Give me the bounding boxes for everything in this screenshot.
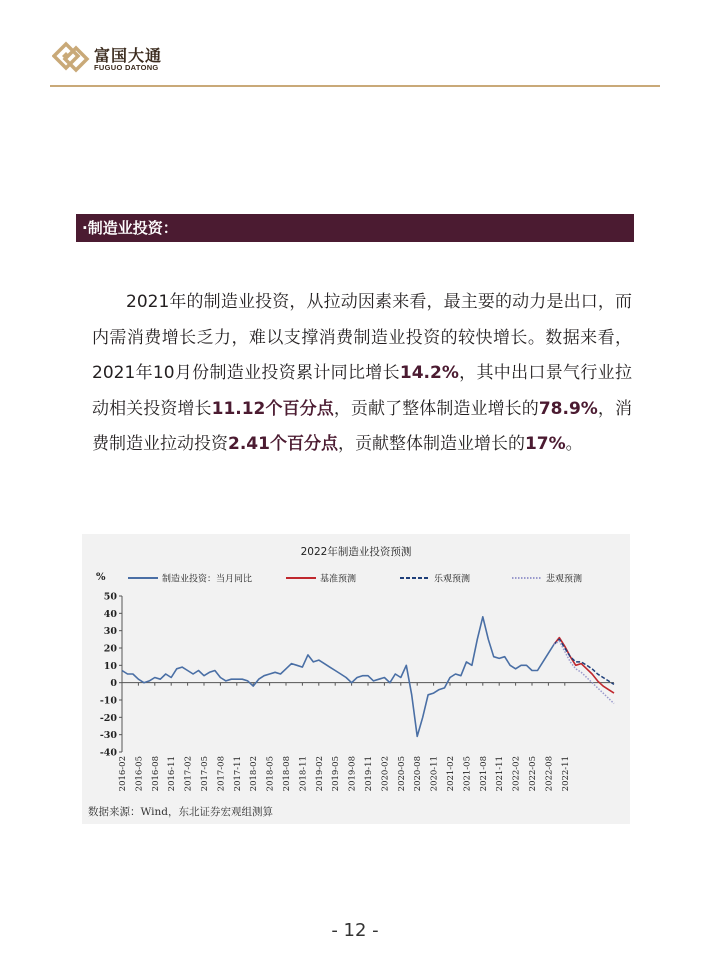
- x-tick-label: 2016-05: [134, 756, 145, 792]
- header-divider: [50, 85, 660, 87]
- x-tick-label: 2016-11: [167, 756, 178, 792]
- chart-title: 2022年制造业投资预测: [300, 546, 412, 558]
- highlight-value: 14.2%: [399, 363, 459, 383]
- x-tick-label: 2016-08: [150, 756, 161, 792]
- x-tick-label: 2020-05: [396, 756, 407, 792]
- y-tick-label: 40: [103, 608, 117, 620]
- y-axis-unit: %: [96, 572, 106, 583]
- page-number: - 12 -: [331, 920, 379, 941]
- highlight-value: 2.41个百分点: [228, 434, 338, 454]
- x-tick-label: 2019-08: [347, 756, 358, 792]
- y-tick-label: -30: [99, 730, 117, 742]
- highlight-value: 17%: [524, 434, 566, 454]
- paragraph-text: ，消费制造业拉动投资: [92, 398, 632, 454]
- x-tick-label: 2022-11: [560, 756, 571, 792]
- paragraph-text: 2021年的制造业投资，从拉动因素来看，最主要的动力是出口，而内需消费增长乏力，难以支撑消费制造业投资的较快增长。数据来看，2021年10月份制造业投资累计同比增长: [92, 292, 632, 383]
- x-tick-label: 2018-05: [265, 756, 276, 792]
- x-tick-label: 2020-11: [429, 756, 440, 792]
- diamond-logo-icon: [52, 40, 90, 76]
- y-tick-label: 10: [103, 660, 117, 672]
- logo-text-cn: 富国大通: [94, 46, 163, 65]
- y-tick-label: -40: [99, 747, 117, 759]
- x-tick-label: 2022-02: [511, 756, 522, 792]
- paragraph-text: ，其中出口景气行业拉动相关投资增长: [92, 363, 632, 419]
- x-tick-label: 2022-08: [544, 756, 555, 792]
- x-tick-label: 2019-05: [331, 756, 342, 792]
- paragraph-text: ，贡献了整体制造业增长的: [333, 398, 539, 419]
- x-tick-label: 2017-11: [232, 756, 243, 792]
- company-logo: [52, 40, 192, 76]
- x-tick-label: 2017-05: [200, 756, 210, 792]
- x-tick-label: 2018-11: [298, 756, 309, 792]
- section-heading: ·制造业投资：: [76, 214, 634, 242]
- series-line: [554, 639, 614, 684]
- y-tick-label: 0: [110, 678, 117, 690]
- x-tick-label: 2017-08: [216, 756, 227, 792]
- logo-text-en: FUGUO DATONG: [94, 63, 159, 72]
- x-tick-label: 2021-05: [462, 756, 473, 792]
- legend-label: 制造业投资：当月同比: [162, 574, 253, 585]
- y-tick-label: -10: [99, 695, 117, 707]
- legend-label: 乐观预测: [434, 574, 471, 585]
- y-tick-label: 50: [103, 591, 117, 603]
- x-tick-label: 2022-05: [528, 756, 538, 792]
- x-tick-label: 2021-02: [446, 756, 456, 792]
- y-tick-label: -20: [99, 712, 117, 724]
- x-tick-label: 2020-08: [413, 756, 424, 792]
- x-tick-label: 2019-11: [364, 756, 374, 792]
- x-tick-label: 2016-02: [118, 756, 128, 792]
- legend-label: 基准预测: [320, 574, 357, 585]
- highlight-value: 78.9%: [538, 398, 598, 419]
- series-line: [122, 617, 554, 737]
- x-tick-label: 2020-02: [380, 756, 391, 792]
- y-tick-label: 30: [103, 626, 117, 638]
- x-tick-label: 2017-02: [183, 756, 194, 792]
- x-tick-label: 2021-08: [478, 756, 489, 792]
- paragraph-text: 。: [565, 434, 583, 454]
- body-paragraph: [92, 285, 632, 463]
- series-line: [554, 641, 614, 703]
- legend-label: 悲观预测: [546, 574, 583, 585]
- paragraph-text: ，贡献整体制造业增长的: [337, 434, 525, 454]
- chart-source: 数据来源：Wind，东北证券宏观组测算: [88, 806, 273, 818]
- x-tick-label: 2018-02: [249, 756, 260, 792]
- chart-figure: [82, 534, 630, 824]
- x-tick-label: 2019-02: [314, 756, 325, 792]
- line-chart: [82, 534, 630, 804]
- x-tick-label: 2018-08: [282, 756, 292, 792]
- highlight-value: 11.12个百分点: [211, 398, 334, 419]
- x-tick-label: 2021-11: [495, 756, 506, 792]
- y-tick-label: 20: [103, 643, 117, 655]
